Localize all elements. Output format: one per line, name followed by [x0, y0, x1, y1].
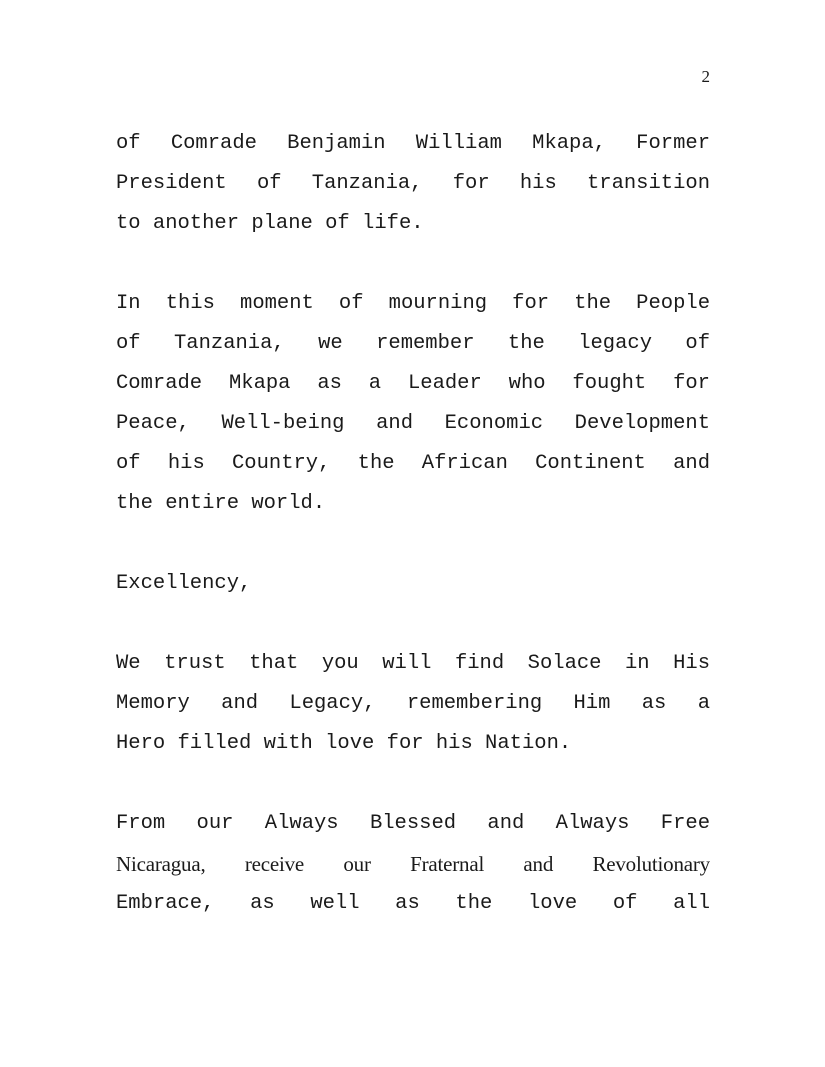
page-number: 2	[701, 67, 710, 86]
text-line: of his Country, the African Continent and	[116, 452, 710, 475]
text-line: Nicaragua, receive our Fraternal and Revolutionary	[116, 852, 710, 876]
text-line: We trust that you will find Solace in His	[116, 652, 710, 675]
paragraph-condolence	[116, 124, 710, 244]
text-line: In this moment of mourning for the People	[116, 292, 710, 315]
letter-body	[116, 124, 710, 964]
text-line: President of Tanzania, for his transition	[116, 172, 710, 195]
text-line: Memory and Legacy, remembering Him as a	[116, 692, 710, 715]
text-line: the entire world.	[116, 492, 326, 515]
text-line: of Tanzania, we remember the legacy of	[116, 332, 710, 355]
paragraph-legacy	[116, 284, 710, 524]
text-line: Excellency,	[116, 572, 252, 595]
paragraph-salutation	[116, 564, 710, 604]
text-line: to another plane of life.	[116, 212, 424, 235]
text-line: From our Always Blessed and Always Free	[116, 812, 710, 835]
text-line: of Comrade Benjamin William Mkapa, Former	[116, 132, 710, 155]
text-line: Comrade Mkapa as a Leader who fought for	[116, 372, 710, 395]
text-line: Peace, Well-being and Economic Development	[116, 412, 710, 435]
text-line: Hero filled with love for his Nation.	[116, 732, 572, 755]
text-line: Embrace, as well as the love of all	[116, 892, 710, 915]
paragraph-embrace	[116, 804, 710, 924]
paragraph-solace	[116, 644, 710, 764]
